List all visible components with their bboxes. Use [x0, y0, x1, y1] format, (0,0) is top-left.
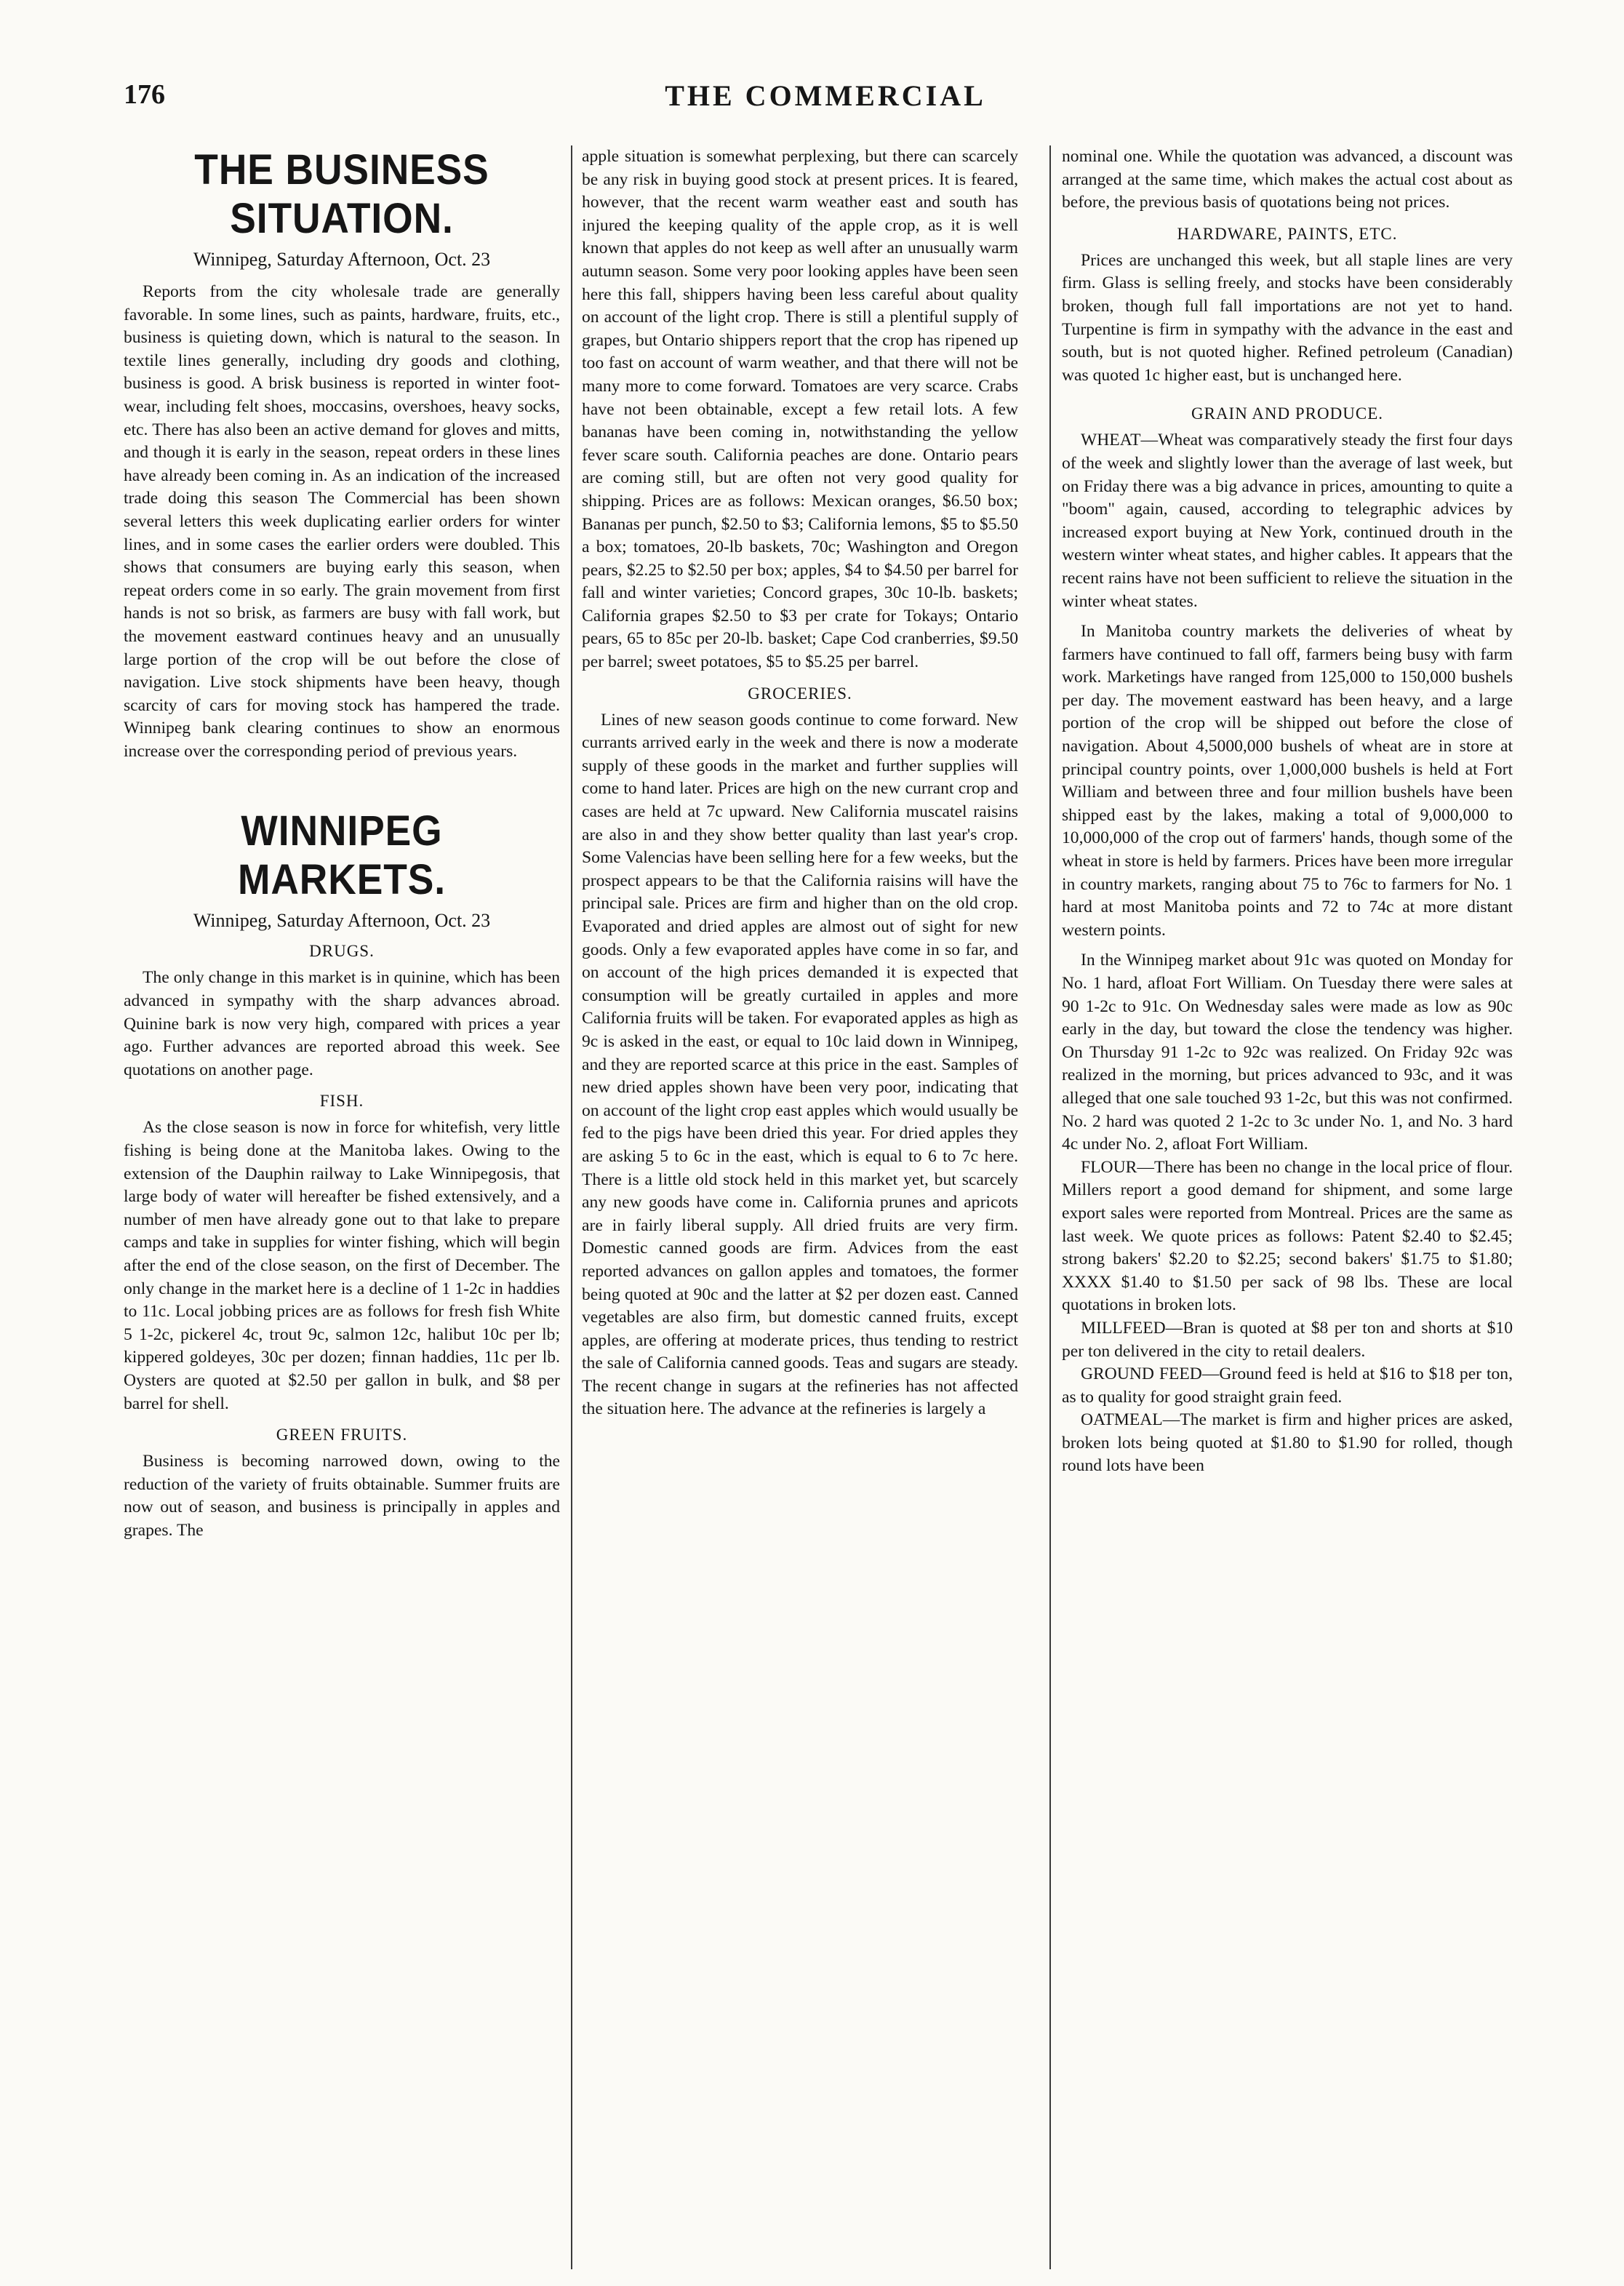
- section-heading-hardware: HARDWARE, PAINTS, ETC.: [1177, 224, 1398, 243]
- article-drugs: The only change in this market is in quinine, which has been advanced in sympathy with the sharp advances abroad. Quinine bark is now very high, compared with prices a year ago. Further advances are reported abroad this week. See quotations on another page.: [124, 968, 560, 1079]
- column-rule: [571, 145, 572, 2269]
- article-flour: FLOUR—There has been no change in the local price of flour. Millers report a good demand for shipment, and some large export sales were reported from Montreal. Prices are the same as last week. We quote prices as follows: Patent $2.40 to $2.45; strong bakers' $2.20 to $2.25; second bakers' $1.75 to $1.80; XXXX $1.40 to $1.50 per sack of 98 lbs. These are local quotations in broken lots.: [1062, 1157, 1513, 1315]
- article-groceries: Lines of new season goods continue to come forward. New currants arrived early in the week and there is now a moderate supply of these goods in the market and further supplies will come to hand later. Prices are high on the new currant crop and cases are held at 7c upward. New California muscatel raisins are also in and they show better quality than last year's crop. Some Valencias have been selling here for a few weeks, but the prospect appears to be that the California raisins will have the principal sale. Prices are firm and higher than on the old crop. Evaporated and dried apples are almost out of sight for new goods. Only a few evaporated apples have come in so far, and on account of the high prices demanded it is expected that consumption will be greatly curtailed in apples and more California fruits will be taken. For evaporated apples as high as 9c is asked in the east, or equal to 10c laid down in Winnipeg, and they are reported scarce at this price in the east. Samples of new dried apples shown have been very poor, indicating that on account of the light crop east apples which would usually be fed to the pigs have been dried this year. For dried apples they are asking 5 to 6c in the east, which is equal to 6 to 7c here. There is a little old stock held in this market yet, but scarcely any new goods have come in. California prunes and apricots are in fairly liberal supply. All dried fruits are very firm. Domestic canned goods are firm. Advices from the east reported advances on gallon apples and tomatoes, the former being quoted at 90c and the latter at $2 per dozen east. Canned vegetables are also firm, but domestic canned fruits, except apples, are offering at moderate prices, thus tending to restrict the sale of California canned goods. Teas and sugars are steady. The recent change in sugars at the refineries has not affected the situation here. The advance at the refineries is largely a: [582, 710, 1018, 1419]
- article-manitoba-markets: In Manitoba country markets the deliveries of wheat by farmers have continued to fall off, farmers being busy with farm work. Marketings have ranged from 125,000 to 150,000 bushels per day. The movement eastward has been heavy, and a large portion of the crop will be shipped out before the close of navigation. About 4,5000,000 bushels of wheat are in store at principal country points, over 1,000,000 bushels is held at Fort William and between three and four million bushels have been shipped east by the lakes, making a total of 9,000,000 to 10,000,000 of the crop out of farmers' hands, though some of the wheat in store is held by farmers. Prices have been more irregular in country markets, ranging about 75 to 76c to farmers for No. 1 hard at most Manitoba points and 72 to 74c at more distant western points.: [1062, 622, 1513, 940]
- article-winnipeg-wheat: In the Winnipeg market about 91c was quoted on Monday for No. 1 hard, afloat Fort William. On Tuesday there were sales at 90 1-2c to 91c. On Wednesday sales were made as low as 90c early in the day, but toward the close the tendency was higher. On Thursday 91 1-2c to 92c was realized. On Friday 92c was realized in the morning, but prices advanced to 93c, and it was alleged that one sale touched 93 1-2c, but this was not confirmed. No. 2 hard was quoted 2 1-2c to 3c under No. 1, and No. 3 hard 4c under No. 2, afloat Fort William.: [1062, 951, 1513, 1154]
- headline-business-situation: THE BUSINESS SITUATION.: [194, 146, 489, 242]
- article-business-situation: Reports from the city wholesale trade are generally favorable. In some lines, such as paints, hardware, fruits, etc., business is quieting down, which is natural to the season. In textile lines generally, including dry goods and clothing, business is good. A brisk business is reported in winter foot-wear, including felt shoes, moccasins, overshoes, heavy socks, etc. There has also been an active demand for gloves and mitts, and though it is early in the season, repeat orders in these lines have already been coming in. As an indication of the increased trade doing this season The Commercial has been shown several letters this week duplicating earlier orders for winter lines, and in some cases the earlier orders were doubled. This shows that consumers are buying early this season, when repeat orders come in so early. The grain movement from first hands is not so brisk, as farmers are busy with fall work, but the movement eastward continues heavy and an unusually large portion of the crop will be out before the close of navigation. Live stock shipments have been heavy, though scarcity of cars for moving stock has hampered the trade. Winnipeg bank clearing continues to show an enormous increase over the corresponding period of previous years.: [124, 282, 560, 761]
- publication-title: THE COMMERCIAL: [665, 79, 986, 112]
- article-wheat: WHEAT—Wheat was comparatively steady the first four days of the week and slightly lower than the average of last week, but on Friday there was a big advance in prices, amounting to quite a "boom" again, caused, according to telegraphic advices by increased export buying at New York, continued drouth in the western winter wheat states, and higher cables. It appears that the recent rains have not been sufficient to relieve the situation in the winter wheat states.: [1062, 431, 1513, 611]
- section-heading-green-fruits: GREEN FRUITS.: [276, 1426, 408, 1444]
- article-green-fruits-continued: apple situation is somewhat perplexing, but there can scarcely be any risk in buying good stock at present prices. It is feared, however, that the recent warm weather east and south has injured the keeping quality of the apple crop, as it is well known that apples do not keep as well after an unusually warm autumn season. Some very poor looking apples have been seen here this fall, shippers having been less careful about quality on account of the light crop. There is still a plentiful supply of grapes, but Ontario shippers report that the crop has ripened up too fast on account of warm weather, and that there will not be many more to come forward. Tomatoes are very scarce. Crabs have not been obtainable, except a few retail lots. A few bananas have been coming in, notwithstanding the yellow fever scare south. California peaches are done. Ontario pears are coming still, but are often not very good quality for shipping. Prices are as follows: Mexican oranges, $6.50 box; Bananas per punch, $2.50 to $3; California lemons, $5 to $5.50 a box; tomatoes, 20-lb baskets, 70c; Washington and Oregon pears, $2.25 to $2.50 per box; apples, $4 to $4.50 per barrel for fall and winter varieties; Concord grapes, 30c 10-lb. baskets; California grapes $2.50 to $3 per crate for Tokays; Ontario pears, 65 to 85c per 20-lb. basket; Cape Cod cranberries, $9.50 per barrel; sweet potatoes, $5 to $5.25 per barrel.: [582, 147, 1018, 672]
- article-green-fruits: Business is becoming narrowed down, owing to the reduction of the variety of fruits obtainable. Summer fruits are now out of season, and business is principally in apples and grapes. The: [124, 1452, 560, 1540]
- section-heading-drugs: DRUGS.: [309, 942, 375, 961]
- column-2: [582, 145, 1018, 1421]
- headline-winnipeg-markets: WINNIPEG MARKETS.: [237, 807, 447, 904]
- article-groceries-continued: nominal one. While the quotation was advanced, a discount was arranged at the same time, which makes the actual cost about as before, the previous basis of quotations being not prices.: [1062, 147, 1513, 212]
- article-ground-feed: GROUND FEED—Ground feed is held at $16 to $18 per ton, as to quality for good straight grain feed.: [1062, 1364, 1513, 1407]
- column-3: [1062, 145, 1513, 1478]
- section-heading-fish: FISH.: [319, 1092, 364, 1111]
- dateline: Winnipeg, Saturday Afternoon, Oct. 23: [193, 249, 491, 270]
- section-heading-grain-produce: GRAIN AND PRODUCE.: [1191, 404, 1383, 423]
- article-oatmeal: OATMEAL—The market is firm and higher prices are asked, broken lots being quoted at $1.80 to $1.90 for rolled, though round lots have been: [1062, 1410, 1513, 1476]
- section-heading-groceries: GROCERIES.: [748, 684, 852, 703]
- article-fish: As the close season is now in force for whitefish, very little fishing is being done at the Manitoba lakes. Owing to the extension of the Dauphin railway to Lake Winnipegosis, that large body of water will hereafter be fished extensively, and a number of men have already gone out to that lake to prepare camps and take in supplies for winter fishing, which will begin after the end of the close season, on the first of December. The only change in the market here is a decline of 1 1-2c in haddies to 11c. Local jobbing prices are as follows for fresh fish White 5 1-2c, pickerel 4c, trout 9c, salmon 12c, halibut 10c per lb; kippered goldeyes, 30c per dozen; finnan haddies, 11c per lb. Oysters are quoted at $2.50 per gallon in bulk, and $8 per barrel for shell.: [124, 1118, 560, 1413]
- article-millfeed: MILLFEED—Bran is quoted at $8 per ton and shorts at $10 per ton delivered in the city to retail dealers.: [1062, 1318, 1513, 1361]
- page-number: 176: [124, 79, 165, 110]
- dateline: Winnipeg, Saturday Afternoon, Oct. 23: [193, 910, 491, 932]
- column-rule: [1049, 145, 1051, 2269]
- column-1: [124, 145, 560, 1543]
- masthead: [124, 79, 1527, 122]
- article-hardware: Prices are unchanged this week, but all staple lines are very firm. Glass is selling freely, and stocks have been considerably broken, though full fall importations are not yet to hand. Turpentine is firm in sympathy with the advance in the east and south, but is not quoted higher. Refined petroleum (Canadian) was quoted 1c higher east, but is unchanged here.: [1062, 250, 1513, 385]
